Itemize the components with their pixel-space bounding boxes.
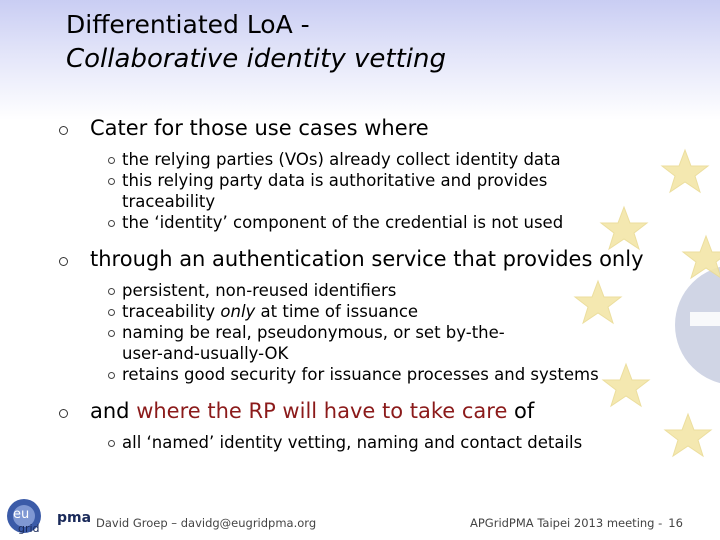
sub-bullet [122,149,712,170]
sub-bullet-text: naming be real, pseudonymous, or set by-the-user-and-usually-OK [122,323,505,363]
bullet-3-highlight: where the RP will have to take care [136,399,508,423]
logo-eu-text: eu [13,507,30,522]
slide-body [52,114,712,465]
bullet-3 [52,397,712,426]
bullet-3-sublist [52,432,712,453]
bullet-dot-icon [59,126,68,135]
sub-bullet-text: persistent, non-reused identifiers [122,281,397,300]
sub-bullet [122,301,712,322]
sub-bullet-text: all ‘named’ identity vetting, naming and contact details [122,433,583,452]
footer-event [470,516,683,530]
sub-bullet [122,364,712,385]
sub-bullet-dot-icon [108,309,115,316]
footer-author: David Groep – davidg@eugridpma.org [96,516,317,530]
bullet-2 [52,245,712,274]
bullet-dot-icon [59,257,68,266]
sub-bullet [122,432,712,453]
sub-bullet-text: traceability [122,302,221,321]
sub-bullet-dot-icon [108,178,115,185]
logo-pma-text: pma [57,510,92,526]
logo-grid-text: grid [18,522,40,535]
sub-bullet [122,212,712,233]
bullet-2-text: through an authentication service that provides only [90,247,644,271]
bullet-dot-icon [59,409,68,418]
bullet-3-text: and [90,399,137,423]
sub-bullet [122,322,712,364]
sub-bullet-dot-icon [108,330,115,337]
sub-bullet [122,280,712,301]
bullet-1 [52,114,712,143]
sub-bullet-dot-icon [108,372,115,379]
sub-bullet-text: this relying party data is authoritative and provides traceability [122,171,548,211]
bullet-1-sublist [52,149,712,233]
sub-bullet-dot-icon [108,157,115,164]
sub-bullet-text: retains good security for issuance processes and systems [122,365,599,384]
sub-bullet-text: the relying parties (VOs) already collect identity data [122,150,561,169]
page-number: 16 [668,516,683,530]
sub-bullet-text: at time of issuance [255,302,419,321]
bullet-1-text: Cater for those use cases where [90,116,429,140]
emphasis-text: only [220,302,256,321]
sub-bullet-dot-icon [108,440,115,447]
sub-bullet-dot-icon [108,220,115,227]
sub-bullet-text: the ‘identity’ component of the credential is not used [122,213,564,232]
sub-bullet [122,170,712,212]
footer-event-text: APGridPMA Taipei 2013 meeting - [470,516,663,530]
slide-title: Differentiated LoA - [66,10,310,39]
bullet-3-text-end: of [507,399,535,423]
slide-subtitle: Collaborative identity vetting [66,44,446,74]
bullet-2-sublist [52,280,712,385]
sub-bullet-dot-icon [108,288,115,295]
